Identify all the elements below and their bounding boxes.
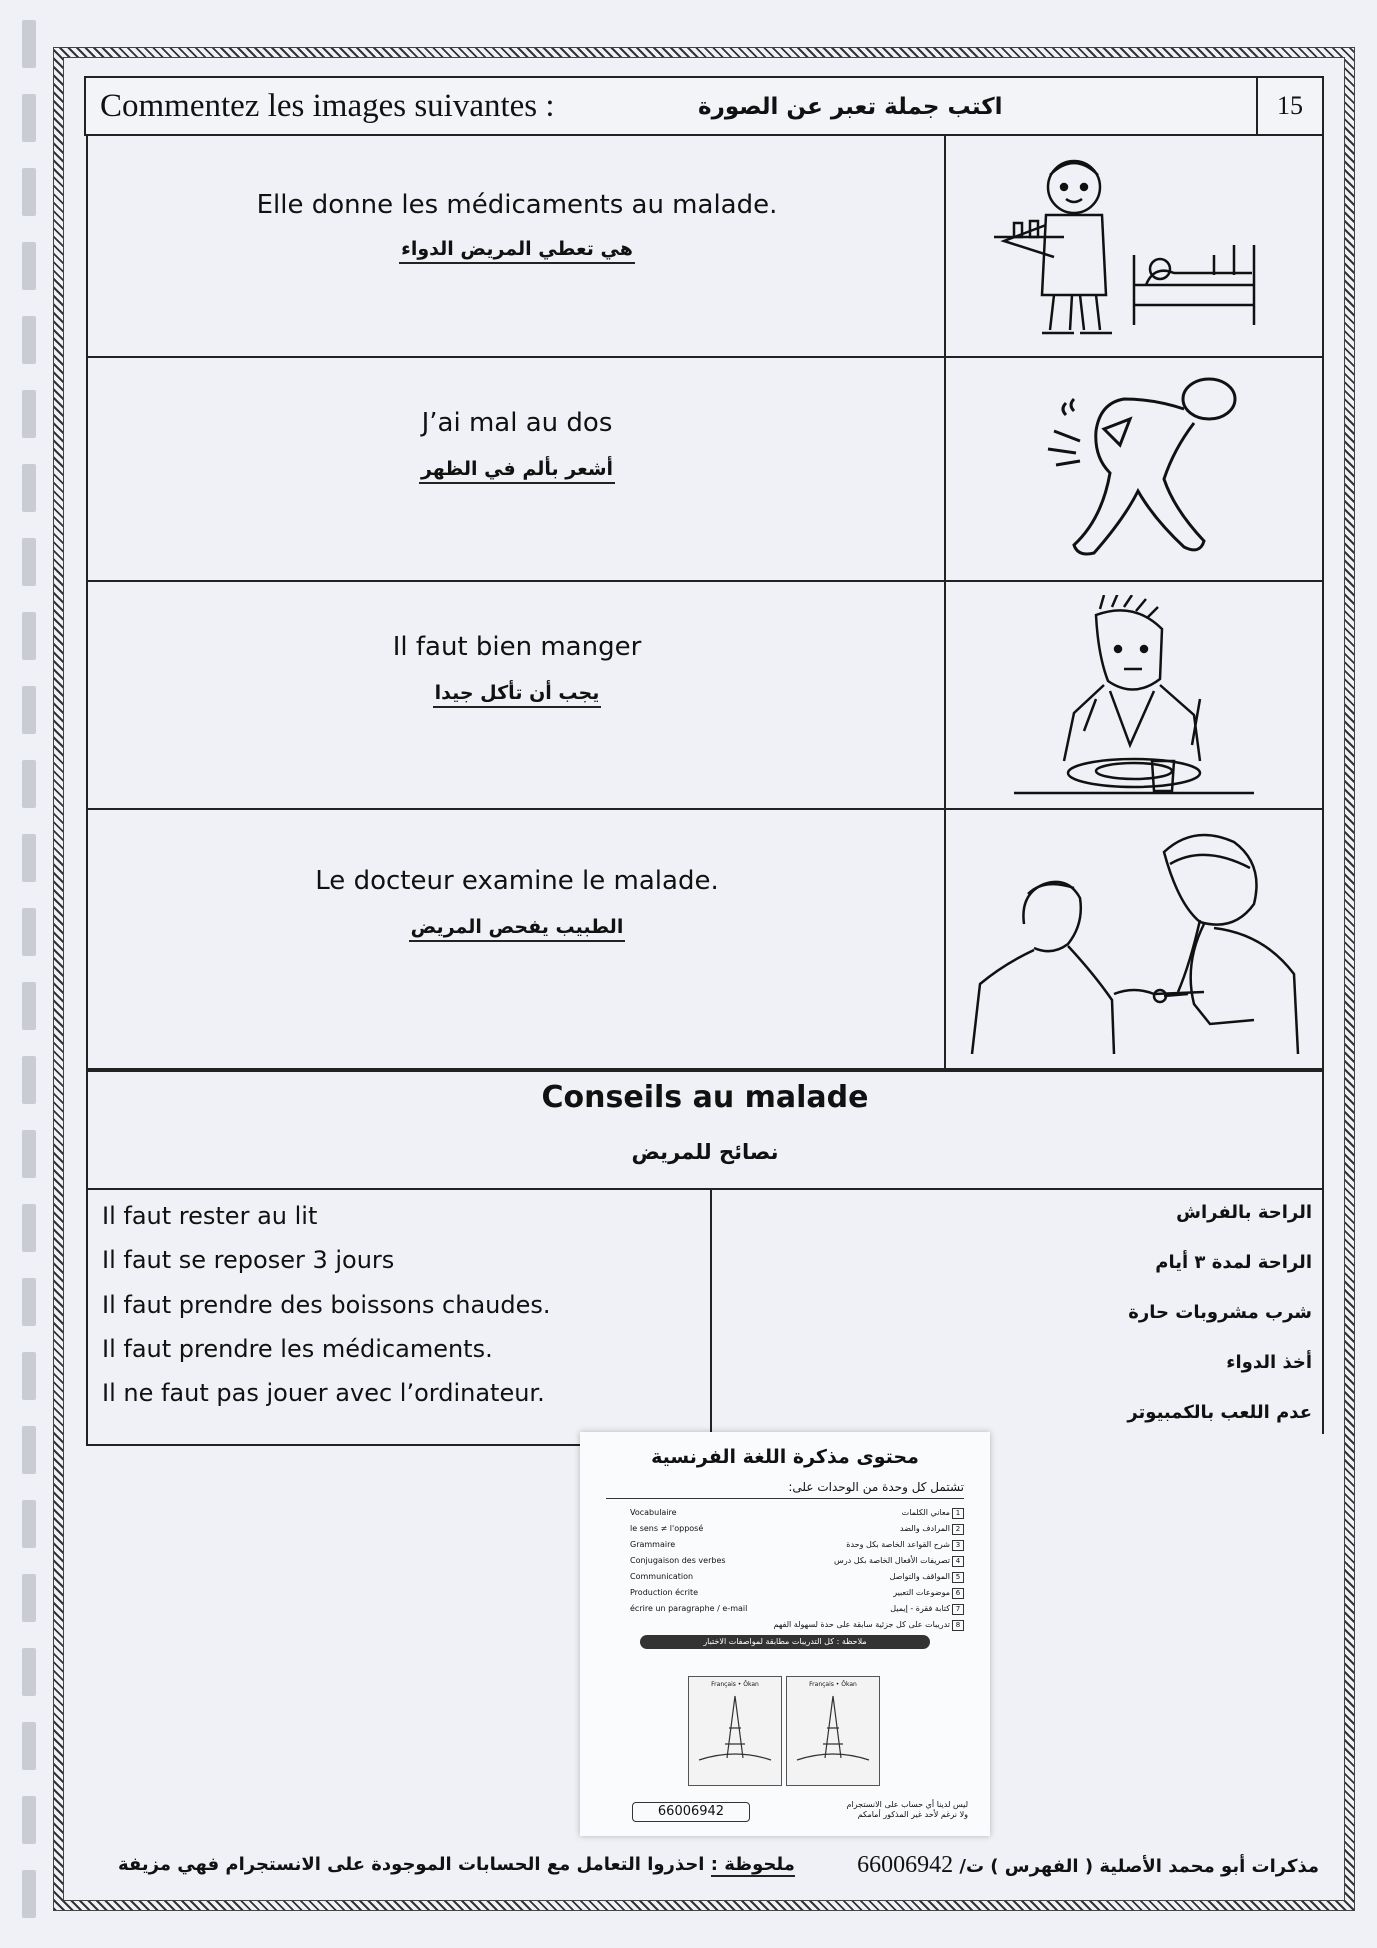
table-row: [88, 582, 1322, 810]
advertisement-card: [580, 1432, 990, 1836]
table-row: [88, 358, 1322, 582]
page-number: 15: [1256, 78, 1322, 134]
table-row: [88, 810, 1322, 1070]
picture-table: [86, 134, 1324, 1072]
advice-ar-item: الراحة بالفراش: [1176, 1202, 1312, 1223]
list-item: تدريبات على كل جزئية سابقة على حدة لسهولة الفهم 8: [606, 1620, 964, 1632]
sentence-ar: أشعر بألم في الظهر: [88, 458, 946, 480]
sentence-fr: Elle donne les médicaments au malade.: [256, 190, 778, 220]
book-cover-image: Français • Ôkan: [688, 1676, 782, 1786]
table-row: [88, 134, 1322, 358]
footer-credit: مذكرات أبو محمد الأصلية ( الفهرس ) ت/ 66006942: [857, 1852, 1319, 1878]
book-cover-image: Français • Ôkan: [786, 1676, 880, 1786]
advice-fr-item: Il faut se reposer 3 jours: [102, 1246, 395, 1274]
sentence-ar: هي تعطي المريض الدواء: [88, 238, 946, 260]
list-item: Production écrite موضوعات التعبير 6: [606, 1588, 964, 1600]
advice-ar-item: شرب مشروبات حارة: [1128, 1302, 1312, 1323]
ad-subtitle: تشتمل كل وحدة من الوحدات على:: [788, 1480, 964, 1494]
sentence-fr: J’ai mal au dos: [421, 408, 613, 438]
conseils-subtitle: نصائح للمريض: [631, 1140, 779, 1164]
conseils-section: [86, 1068, 1324, 1190]
list-item: Communication المواقف والتواصل 5: [606, 1572, 964, 1584]
advice-fr-item: Il faut prendre des boissons chaudes.: [102, 1291, 551, 1319]
sentence-fr: Le docteur examine le malade.: [315, 866, 719, 896]
advice-fr-box: [86, 1190, 712, 1446]
list-item: le sens ≠ l'opposé المرادف والضد 2: [606, 1524, 964, 1536]
footer-warning: ملحوظة : احذروا التعامل مع الحسابات الموجودة على الانستجرام فهي مزيفة: [118, 1854, 795, 1875]
spiral-binding: [22, 20, 42, 1930]
list-item: écrire un paragraphe / e-mail كتابة فقرة - إيميل 7: [606, 1604, 964, 1616]
exercise-header: [84, 76, 1324, 136]
ad-title: محتوى مذكرة اللغة الفرنسية: [651, 1446, 919, 1468]
doctor-examining-patient-illustration: [944, 810, 1322, 1068]
list-item: Vocabulaire معاني الكلمات 1: [606, 1508, 964, 1520]
nurse-giving-medicine-illustration: [944, 134, 1322, 356]
ad-phone: 66006942: [632, 1802, 750, 1822]
ad-note: ملاحظة : كل التدريبات مطابقة لمواصفات الاختبار: [640, 1635, 930, 1649]
back-pain-figure-illustration: [944, 358, 1322, 580]
advice-ar-item: الراحة لمدة ٣ أيام: [1155, 1252, 1312, 1273]
person-eating-illustration: [944, 582, 1322, 808]
footer-phone: 66006942: [857, 1852, 954, 1878]
exercise-title-ar: اكتب جملة تعبر عن الصورة: [698, 94, 1003, 120]
advice-fr-item: Il faut prendre les médicaments.: [102, 1335, 493, 1363]
exercise-title-fr: Commentez les images suivantes :: [100, 88, 555, 124]
sentence-fr: Il faut bien manger: [392, 632, 642, 662]
sentence-ar: الطبيب يفحص المريض: [88, 916, 946, 938]
advice-list: [86, 1188, 1324, 1444]
conseils-title: Conseils au malade: [541, 1080, 869, 1115]
list-item: Conjugaison des verbes تصريفات الأفعال الخاصة بكل درس 4: [606, 1556, 964, 1568]
sentence-ar: يجب أن تأكل جيدا: [88, 682, 946, 704]
advice-fr-item: Il ne faut pas jouer avec l’ordinateur.: [102, 1379, 545, 1407]
advice-ar-item: عدم اللعب بالكمبيوتر: [1127, 1402, 1312, 1423]
advice-fr-item: Il faut rester au lit: [102, 1202, 318, 1230]
list-item: Grammaire شرح القواعد الخاصة بكل وحدة 3: [606, 1540, 964, 1552]
advice-ar-item: أخذ الدواء: [1226, 1352, 1312, 1373]
ad-footer: ليس لدينا أي حساب على الانستجرام ولا نرغم لأحد غير المذكور أمامكم: [846, 1800, 968, 1819]
